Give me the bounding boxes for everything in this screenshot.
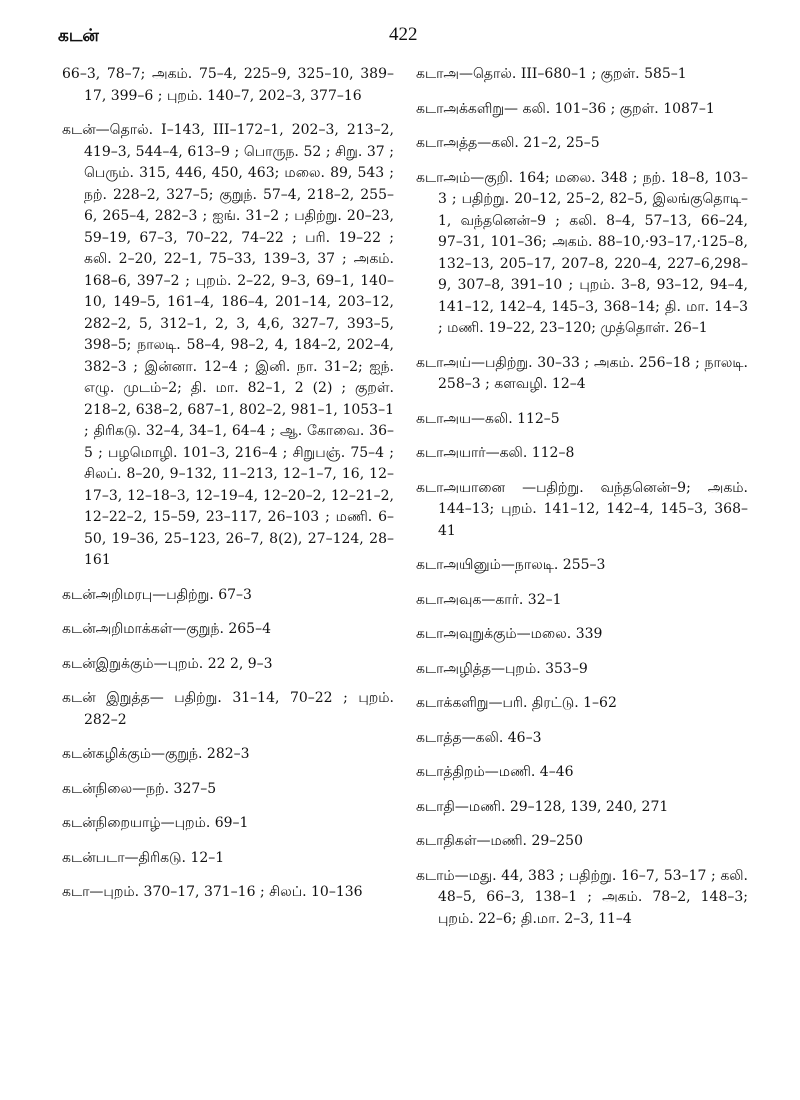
index-entry: கடாஅழித்த—புறம். 353–9 bbox=[416, 660, 588, 677]
index-entry: கடாஅ—தொல். III–680–1 ; குறள். 585–1 bbox=[416, 66, 687, 82]
page-number: 422 bbox=[389, 24, 418, 45]
index-entry: கடன்கழிக்கும்—குறுந். 282–3 bbox=[62, 746, 250, 762]
index-entry: கடாஅம்—குறி. 164; மலை. 348 ; நற். 18–8, 103–3 ; பதிற்று. 20–12, 25–2, 82–5, இலங்குதொடி–1, வந்தனென்–9 ; கலி. 8–4, 57–13, 66–24, 97–31, 101–36; அகம். 88–10,·93–17,·125–8, 132–13, 205–17, 207–8, 220–4, 227–6,298–9, 307–8, 391–10 ; புறம். 3–8, 93–12, 94–4, 141–12, 142–4, 145–3, 368–14; தி. மா. 14–3 ; மணி. 19–22, 23–120; முத்தொள். 26–1 bbox=[416, 169, 748, 336]
index-entry: கடாஅவுக—கார். 32–1 bbox=[416, 591, 562, 608]
index-entry: 66–3, 78–7; அகம். 75–4, 225–9, 325–10, 389–17, 399–6 ; புறம். 140–7, 202–3, 377–16 bbox=[62, 66, 394, 104]
index-entry: கடன்நிறையாழ்—புறம். 69–1 bbox=[62, 815, 249, 831]
index-entry: கடன்நிலை—நற். 327–5 bbox=[62, 780, 217, 797]
index-entry: கடாதிகள்—மணி. 29–250 bbox=[416, 833, 583, 849]
index-entry: கடாஅய—கலி. 112–5 bbox=[416, 410, 560, 427]
index-entry: கடாம்—மது. 44, 383 ; பதிற்று. 16–7, 53–17 ; கலி. 48–5, 66–3, 138–1 ; அகம். 78–2, 148–3; புறம். 22–6; தி.மா. 2–3, 11–4 bbox=[416, 867, 748, 927]
running-header-word: கடன் bbox=[58, 26, 99, 46]
index-entry: கடாஅய்—பதிற்று. 30–33 ; அகம். 256–18 ; நாலடி. 258–3 ; களவழி. 12–4 bbox=[416, 354, 748, 392]
index-entry: கடாஅயார்—கலி. 112–8 bbox=[416, 445, 575, 461]
index-entry: கடன்—தொல். I–143, III–172–1, 202–3, 213–2, 419–3, 544–4, 613–9 ; பொருந. 52 ; சிறு. 37 ; பெரும். 315, 446, 450, 463; மலை. 89, 543 ; நற். 228–2, 327–5; குறுந். 57–4, 218–2, 255–6, 265–4, 282–3 ; ஐங். 31–2 ; பதிற்று. 20–23, 59–19, 67–3, 70–22, 74–22 ; பரி. 19–22 ; கலி. 2–20, 22–1, 75–33, 139–3, 37 ; அகம். 168–6, 397–2 ; புறம். 2–22, 9–3, 69–1, 140–10, 149–5, 161–4, 186–4, 201–14, 203–12, 282–2, 5, 312–1, 2, 3, 4,6, 327–7, 393–5, 398–5; நாலடி. 58–4, 98–2, 4, 184–2, 202–4, 382–3 ; இன்னா. 12–4 ; இனி. நா. 31–2; ஐந். எழு. முடம்–2; தி. மா. 82–1, 2 (2) ; குறள். 218–2, 638–2, 687–1, 802–2, 981–1, 1053–1 ; திரிகடு. 32–4, 34–1, 64–4 ; ஆ. கோவை. 36–5 ; பழமொழி. 101–3, 216–4 ; சிறுபஞ். 75–4 ; சிலப். 8–20, 9–132, 11–213, 12–1–7, 16, 12–17–3, 12–18–3, 12–19–4, 12–20–2, 12–21–2, 12–22–2, 15–59, 23–117, 26–103 ; மணி. 6–50, 19–36, 25–123, 26–7, 8(2), 27–124, 28–161 bbox=[62, 122, 394, 568]
index-entry: கடன்படா—திரிகடு. 12–1 bbox=[62, 849, 225, 866]
left-column bbox=[62, 64, 394, 917]
index-entry: கடாக்களிறு—பரி. திரட்டு. 1–62 bbox=[416, 695, 617, 711]
index-entry: கடன்அறிமரபு—பதிற்று. 67–3 bbox=[62, 586, 252, 603]
index-entry: கடன்இறுக்கும்—புறம். 22 2, 9–3 bbox=[62, 655, 273, 672]
index-entry: கடாதி—மணி. 29–128, 139, 240, 271 bbox=[416, 798, 669, 815]
index-entry: கடாஅயினும்—நாலடி. 255–3 bbox=[416, 557, 606, 573]
index-entry: கடாஅவுறுக்கும்—மலை. 339 bbox=[416, 626, 603, 642]
index-entry: கடாஅக்களிறு— கலி. 101–36 ; குறள். 1087–1 bbox=[416, 100, 715, 117]
index-entry: கடன் இறுத்த— பதிற்று. 31–14, 70–22 ; புறம். 282–2 bbox=[62, 690, 394, 728]
index-entry: கடாஅத்த—கலி. 21–2, 25–5 bbox=[416, 135, 600, 151]
index-entry: கடாத்த—கலி. 46–3 bbox=[416, 729, 542, 746]
index-entry: கடாஅயானை —பதிற்று. வந்தனென்–9; அகம். 144–13; புறம். 141–12, 142–4, 145–3, 368–41 bbox=[416, 479, 748, 539]
index-entry: கடாத்திறம்—மணி. 4–46 bbox=[416, 764, 574, 780]
index-entry: கடன்அறிமாக்கள்—குறுந். 265–4 bbox=[62, 621, 271, 637]
right-column bbox=[416, 64, 748, 943]
index-entry: கடா—புறம். 370–17, 371–16 ; சிலப். 10–136 bbox=[62, 884, 363, 900]
